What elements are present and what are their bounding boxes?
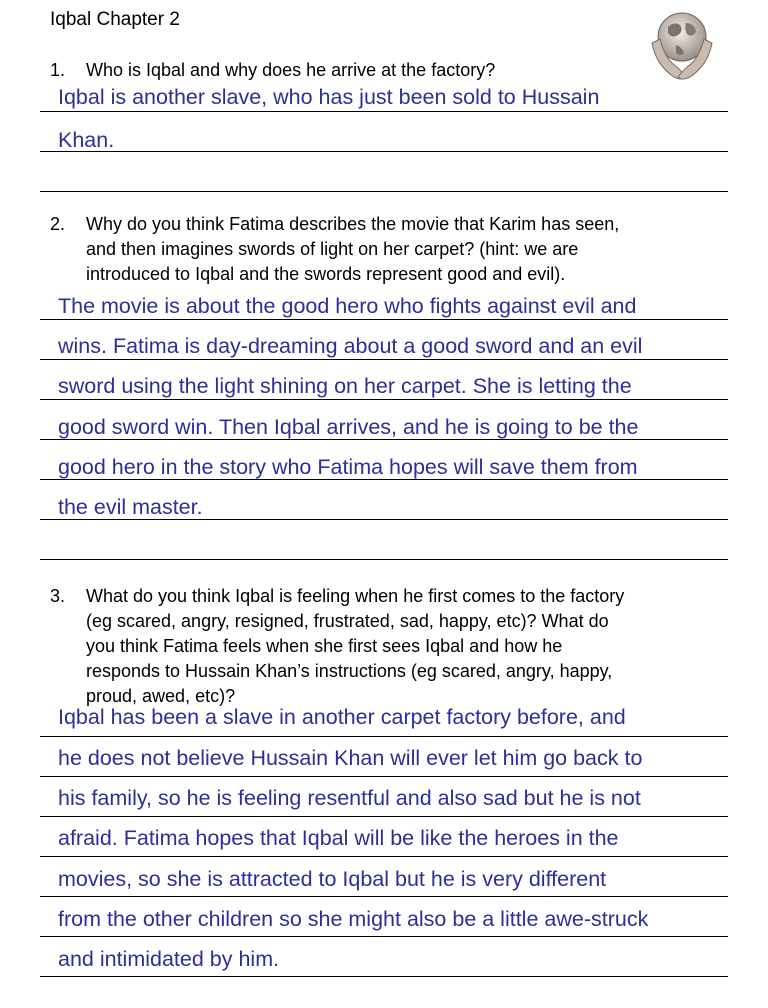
answer-line: movies, so she is attracted to Iqbal but he is very different	[58, 867, 607, 891]
question-prompt	[86, 58, 736, 83]
prompt-line: you think Fatima feels when she first sees Iqbal and how he	[86, 636, 563, 656]
answer-line: good hero in the story who Fatima hopes will save them from	[58, 455, 638, 479]
answer-line: Khan.	[58, 128, 115, 152]
writing-rule	[40, 519, 728, 520]
answer-line: wins. Fatima is day-dreaming about a good sword and an evil	[58, 334, 643, 358]
writing-rule	[40, 816, 728, 817]
answer-line: the evil master.	[58, 495, 203, 519]
question-number: 2.	[50, 214, 66, 234]
answer-line: Iqbal has been a slave in another carpet factory before, and	[58, 705, 626, 729]
question-prompt	[86, 584, 736, 709]
prompt-line: introduced to Iqbal and the swords represent good and evil).	[86, 264, 566, 284]
prompt-line: What do you think Iqbal is feeling when he first comes to the factory	[86, 586, 625, 606]
answer-line: sword using the light shining on her carpet. She is letting the	[58, 374, 632, 398]
writing-rule	[40, 439, 728, 440]
writing-rule	[40, 151, 728, 152]
writing-rule	[40, 399, 728, 400]
writing-rule	[40, 776, 728, 777]
answer-line: he does not believe Hussain Khan will ever let him go back to	[58, 746, 643, 770]
prompt-line: and then imagines swords of light on her carpet? (hint: we are	[86, 239, 579, 259]
question-number: 3.	[50, 586, 66, 606]
writing-rule	[40, 559, 728, 560]
writing-rule	[40, 111, 728, 112]
answer-line: afraid. Fatima hopes that Iqbal will be like the heroes in the	[58, 826, 619, 850]
worksheet-title: Iqbal Chapter 2	[50, 9, 180, 30]
question-number: 1.	[50, 60, 66, 80]
answer-line: good sword win. Then Iqbal arrives, and he is going to be the	[58, 415, 639, 439]
prompt-line: (eg scared, angry, resigned, frustrated, sad, happy, etc)? What do	[86, 611, 609, 631]
answer-line: his family, so he is feeling resentful and also sad but he is not	[58, 786, 641, 810]
writing-rule	[40, 191, 728, 192]
writing-rule	[40, 976, 728, 977]
answer-line: Iqbal is another slave, who has just been sold to Hussain	[58, 85, 600, 109]
prompt-line: Who is Iqbal and why does he arrive at the factory?	[86, 60, 496, 80]
question-prompt	[86, 212, 736, 287]
writing-rule	[40, 736, 728, 737]
writing-rule	[40, 479, 728, 480]
writing-rule	[40, 856, 728, 857]
prompt-line: proud, awed, etc)?	[86, 686, 236, 706]
prompt-line: Why do you think Fatima describes the movie that Karim has seen,	[86, 214, 620, 234]
writing-rule	[40, 359, 728, 360]
writing-rule	[40, 896, 728, 897]
answer-line: The movie is about the good hero who fights against evil and	[58, 294, 637, 318]
writing-rule	[40, 319, 728, 320]
answer-line: from the other children so she might also be a little awe-struck	[58, 907, 649, 931]
prompt-line: responds to Hussain Khan’s instructions (eg scared, angry, happy,	[86, 661, 613, 681]
writing-rule	[40, 936, 728, 937]
answer-line: and intimidated by him.	[58, 947, 280, 971]
